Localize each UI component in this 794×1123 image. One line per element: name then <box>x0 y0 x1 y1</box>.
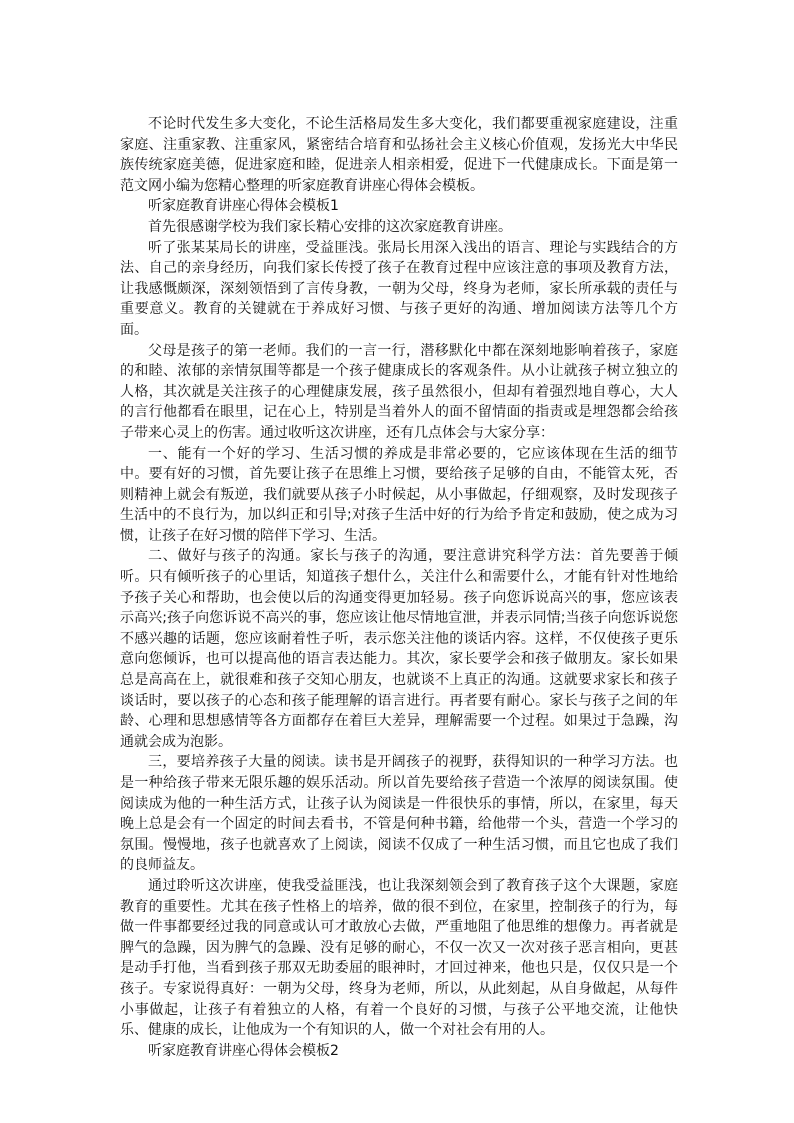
parents-first-teacher-paragraph: 父母是孩子的第一老师。我们的一言一行，潜移默化中都在深刻地影响着孩子，家庭的和睦、浓郁的亲情氛围等都是一个孩子健康成长的客观条件。从小让就孩子树立独立的人格，其次就是关注孩子的心理健康发展，孩子虽然很小，但却有着强烈地自尊心，大人的言行他都看在眼里，记在心上，特别是当着外人的面不留情面的指责或是埋怨都会给孩子带来心灵上的伤害。通过收听这次讲座，还有几点体会与大家分享： <box>120 342 678 441</box>
section-heading-template-2: 听家庭教育讲座心得体会模板2 <box>148 1042 339 1059</box>
document-body <box>120 114 678 1061</box>
lecture-impression-paragraph: 听了张某某局长的讲座，受益匪浅。张局长用深入浅出的语言、理论与实践结合的方法、自己的亲身经历，向我们家长传授了孩子在教育过程中应该注意的事项及教育方法，让我感慨颇深，深刻领悟到了言传身教，一朝为父母，终身为老师，家长所承载的责任与重要意义。教育的关键就在于养成好习惯、与孩子更好的沟通、增加阅读方法等几个方面。 <box>120 239 678 338</box>
section-heading-template-1: 听家庭教育讲座心得体会模板1 <box>148 198 339 215</box>
point-three-reading-paragraph: 三，要培养孩子大量的阅读。读书是开阔孩子的视野，获得知识的一种学习方法。也是一种给孩子带来无限乐趣的娱乐活动。所以首先要给孩子营造一个浓厚的阅读氛围。使阅读成为他的一种生活方式，让孩子认为阅读是一件很快乐的事情，所以，在家里，每天晚上总是会有一个固定的时间去看书，不管是何种书籍，给他带一个头，营造一个学习的氛围。慢慢地，孩子也就喜欢了上阅读，阅读不仅成了一种生活习惯，而且它也成了我们的良师益友。 <box>120 754 678 874</box>
thanks-paragraph: 首先很感谢学校为我们家长精心安排的这次家庭教育讲座。 <box>148 218 512 235</box>
conclusion-paragraph: 通过聆听这次讲座，使我受益匪浅，也让我深刻领会到了教育孩子这个大课题，家庭教育的重要性。尤其在孩子性格上的培养，做的很不到位，在家里，控制孩子的行为，每做一件事都要经过我的同意或认可才敢放心去做，严重地阻了他思维的想像力。再者就是脾气的急躁，因为脾气的急躁、没有足够的耐心，不仅一次又一次对孩子恶言相向，更甚是动手打他，当看到孩子那双无助委屈的眼神时，才回过神来，他也只是，仅仅只是一个孩子。专家说得真好：一朝为父母，终身为老师，所以，从此刻起，从自身做起，从每件小事做起，让孩子有着独立的人格，有着一个良好的习惯，与孩子公平地交流，让他快乐、健康的成长，让他成为一个有知识的人，做一个对社会有用的人。 <box>120 877 678 1039</box>
intro-paragraph: 不论时代发生多大变化，不论生活格局发生多大变化，我们都要重视家庭建设，注重家庭、注重家教、注重家风，紧密结合培育和弘扬社会主义核心价值观，发扬光大中华民族传统家庭美德，促进家庭和睦，促进亲人相亲相爱，促进下一代健康成长。下面是第一范文网小编为您精心整理的听家庭教育讲座心得体会模板。 <box>120 116 678 194</box>
point-one-habits-paragraph: 一、能有一个好的学习、生活习惯的养成是非常必要的，它应该体现在生活的细节中。要有好的习惯，首先要让孩子在思维上习惯，要给孩子足够的自由，不能管太死，否则精神上就会有叛逆，我们就要从孩子小时候起，从小事做起，仔细观察，及时发现孩子生活中的不良行为，加以纠正和引导;对孩子生活中好的行为给予肯定和鼓励，使之成为习惯，让孩子在好习惯的陪伴下学习、生活。 <box>120 445 678 544</box>
point-two-communication-paragraph: 二、做好与孩子的沟通。家长与孩子的沟通，要注意讲究科学方法：首先要善于倾听。只有倾听孩子的心里话，知道孩子想什么，关注什么和需要什么，才能有针对性地给予孩子关心和帮助，也会使以后的沟通变得更加轻易。孩子向您诉说高兴的事，您应该表示高兴;孩子向您诉说不高兴的事，您应该让他尽情地宣泄，并表示同情;当孩子向您诉说您不感兴趣的话题，您应该耐着性子听，表示您关注他的谈话内容。这样，不仅使孩子更乐意向您倾诉，也可以提高他的语言表达能力。其次，家长要学会和孩子做朋友。家长如果总是高高在上，就很难和孩子交知心朋友，也就谈不上真正的沟通。这就要求家长和孩子谈话时，要以孩子的心态和孩子能理解的语言进行。再者要有耐心。家长与孩子之间的年龄、心理和思想感情等各方面都存在着巨大差异，理解需要一个过程。如果过于急躁，沟通就会成为泡影。 <box>120 548 678 750</box>
